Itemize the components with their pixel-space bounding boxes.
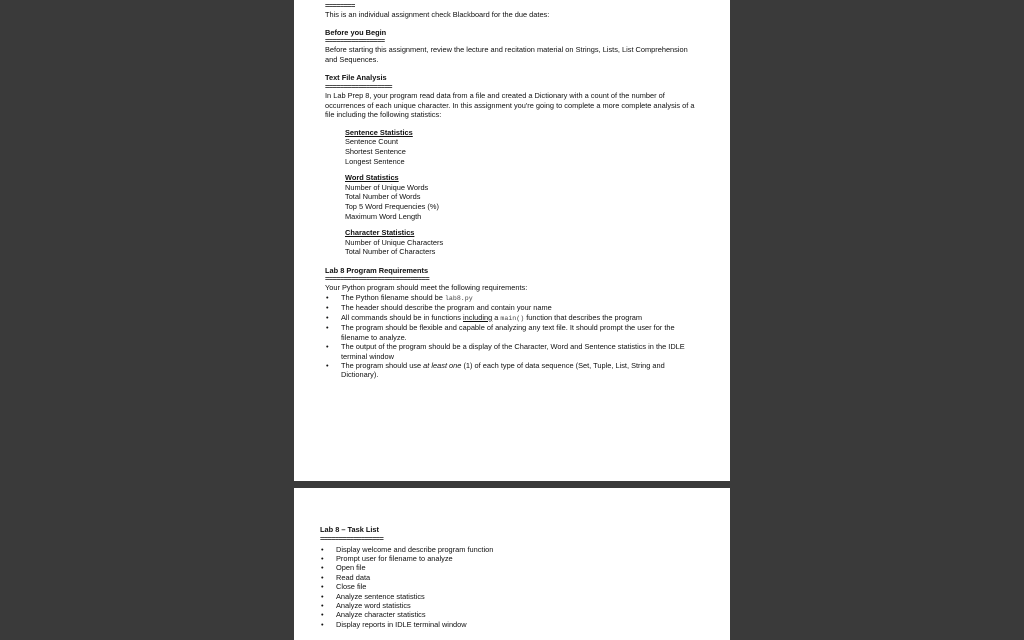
analysis-rule: ==================: [325, 82, 392, 91]
requirements-intro: Your Python program should meet the following requirements:: [325, 283, 528, 293]
intro-text: This is an individual assignment check Blackboard for the due dates:: [325, 10, 550, 19]
requirements-list: [325, 293, 702, 380]
task-item: • Display welcome and describe program function: [320, 545, 702, 554]
stat-item: Number of Unique Characters: [345, 237, 444, 247]
analysis-heading: Text File Analysis: [325, 73, 387, 83]
before-rule: ================: [325, 37, 385, 46]
word-stats-group: [345, 173, 702, 221]
task-item: • Prompt user for filename to analyze: [320, 554, 702, 563]
statistics-groups: [345, 128, 702, 257]
document-page-1: [294, 0, 730, 481]
requirements-rule: ============================: [325, 275, 430, 284]
stat-item: Sentence Count: [345, 137, 399, 147]
before-heading: Before you Begin: [325, 27, 387, 37]
character-stats-group: [345, 228, 702, 257]
emphasis: at least one: [423, 360, 462, 370]
task-item: • Analyze character statistics: [320, 610, 702, 619]
task-item: • Open file: [320, 563, 702, 572]
task-list: [320, 545, 702, 630]
analysis-text: In Lab Prep 8, your program read data from a file and created a Dictionary with a count of the number of occurrences of each unique character. In this assignment you're going to complete a more complete analysis of a file including the following statistics:: [325, 90, 697, 120]
sentence-stats-group: [345, 128, 702, 166]
text-run: The Python filename should be: [341, 293, 445, 303]
task-item: • Analyze word statistics: [320, 601, 702, 610]
group-title: Sentence Statistics: [345, 127, 413, 137]
requirement-item: [325, 293, 702, 303]
inline-code: lab8.py: [444, 295, 473, 303]
stat-item: Shortest Sentence: [345, 146, 406, 156]
requirement-item: • The header should describe the program and contain your name: [325, 303, 702, 312]
group-title: Character Statistics: [345, 228, 415, 238]
underlined-word: including: [463, 312, 493, 322]
task-item: • Analyze sentence statistics: [320, 592, 702, 601]
task-item: • Read data: [320, 573, 702, 582]
stat-item: Top 5 Word Frequencies (%): [345, 201, 439, 211]
document-page-2: [294, 488, 730, 640]
task-item: • Close file: [320, 582, 702, 591]
text-run: (1) of each type of data sequence (Set, Tuple, List, String and Dictionary).: [341, 360, 665, 380]
text-run: function that describes the program: [524, 312, 643, 322]
stat-item: Number of Unique Words: [345, 182, 429, 192]
requirement-item: [325, 313, 702, 323]
top-rule: ========: [325, 2, 355, 10]
stat-item: Total Number of Characters: [345, 247, 436, 257]
requirements-heading: Lab 8 Program Requirements: [325, 265, 429, 275]
requirement-item: • The output of the program should be a display of the Character, Word and Sentence statistics in the IDLE terminal window: [325, 342, 702, 361]
stat-item: Total Number of Words: [345, 192, 421, 202]
requirement-item: • The program should be flexible and capable of analyzing any text file. It should prompt the user for the filename to analyze.: [325, 323, 702, 342]
before-text: Before starting this assignment, review the lecture and recitation material on Strings, Lists, List Comprehension and Sequences.: [325, 45, 690, 64]
task-item: • Display reports in IDLE terminal window: [320, 620, 702, 629]
text-run: The program should use: [341, 360, 424, 370]
text-run: a: [492, 312, 501, 322]
task-list-heading: Lab 8 – Task List: [320, 525, 380, 534]
task-list-rule: =================: [320, 534, 384, 543]
stat-item: Maximum Word Length: [345, 211, 422, 221]
text-run: All commands should be in functions: [341, 312, 464, 322]
requirement-item: [325, 361, 702, 380]
inline-code: main(): [500, 314, 525, 322]
stat-item: Longest Sentence: [345, 156, 405, 166]
group-title: Word Statistics: [345, 173, 399, 183]
